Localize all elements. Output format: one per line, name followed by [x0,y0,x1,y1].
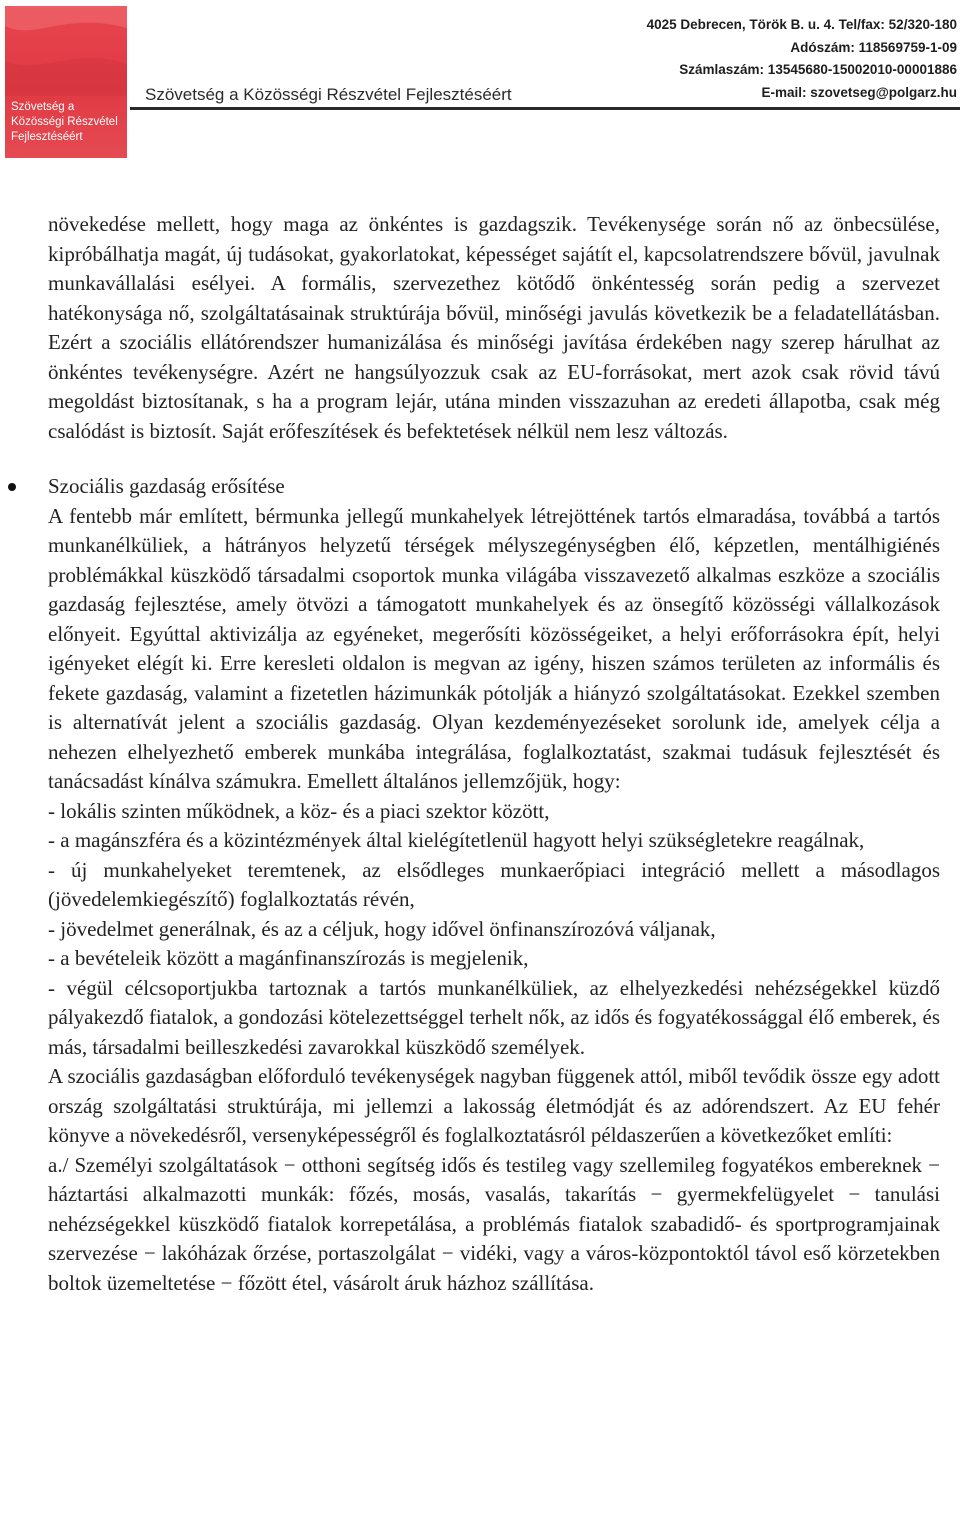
list-item: - jövedelmet generálnak, és az a céljuk, hogy idővel önfinanszírozóvá váljanak, [48,916,716,941]
final-paragraph: a./ Személyi szolgáltatások − otthoni segítség idős és testileg vagy szellemileg fogyatékos embereknek − háztartási alkalmazotti munkák: főzés, mosás, vasalás, takarítás − gyermekfelügyelet − tanulási nehézségekkel küszködő fiatalok korrepetálása, a problémás fiatalok szabadidő- és sportprogramjainak szervezése − lakóházak őrzése, portaszolgálat − vidéki, vagy a város-központoktól távol eső körzetekben boltok üzemeltetése − főzött étel, vásárolt áruk házhoz szállítása. [48,1152,940,1295]
list-item: - lokális szinten működnek, a köz- és a piaci szektor között, [48,798,550,823]
contact-address: 4025 Debrecen, Török B. u. 4. Tel/fax: 52/320-180 [646,17,957,32]
letterhead [0,0,960,165]
contact-tax-number: Adószám: 118569759-1-09 [790,39,957,55]
contact-bank-account: Számlaszám: 13545680-15002010-00001886 [679,62,957,77]
logo-text: Szövetség a Közösségi Részvétel Fejlesztéséért [11,101,118,143]
header-divider [130,107,960,110]
list-item: - végül célcsoportjukba tartoznak a tartós munkanélküliek, az elhelyezkedési nehézségekkel küzdő pályakezdő fiatalok, a gondozási kötelezettséggel terhelt nők, az idős és fogyatékossággal élő emberek, és más, társadalmi beilleszkedési zavarokkal küszködő személyek. [48,975,940,1059]
contact-block [647,14,957,104]
organization-logo [5,6,127,158]
section-social-economy [48,472,940,1298]
bullet-icon [8,483,16,491]
section-paragraph: A fentebb már említett, bérmunka jellegű munkahelyek létrejöttének tartós elmaradása, továbbá a tartós munkanélküliek, a hátrányos helyzetű térségek mélyszegénységben élő, képzetlen, mentálhigiénés problémákkal küszködő társadalmi csoportok munka világába visszavezető alkalmas eszköze a szociális gazdaság fejlesztése, amely ötvözi a támogatott munkahelyek és az önsegítő közösségi vállalkozások előnyeit. Egyúttal aktivizálja az egyéneket, megerősíti közösségeiket, a helyi erőforrásokra épít, helyi igényeket elégít ki. Erre keresleti oldalon is megvan az igény, hiszen számos területen az informális és fekete gazdaság, valamint a fizetetlen házimunkák pótolják a hiányzó szolgáltatásokat. Ezekkel szemben is alternatívát jelent a szociális gazdaság. Olyan kezdeményezéseket sorolunk ide, amelyek célja a nehezen elhelyezhető emberek munkába integrálása, foglalkoztatást, szakmai tudásuk fejlesztését és tanácsadást kínálva számukra. Emellett általános jellemzőjük, hogy: [48,503,940,793]
closing-paragraph: A szociális gazdaságban előforduló tevékenységek nagyban függenek attól, miből tevődik össze egy adott ország szolgáltatási struktúrája, mi jellemzi a lakosság életmódját és az adórendszert. Az EU fehér könyve a növekedésről, versenyképességről és foglalkoztatásról példaszerűen a következőket említi: [48,1064,940,1147]
document-body [48,210,940,1298]
intro-paragraph: növekedése mellett, hogy maga az önkéntes is gazdagszik. Tevékenysége során nő az önbecsülése, kipróbálhatja magát, új tudásokat, gyakorlatokat, képességet sajátít el, kapcsolatrendszere bővül, javulnak munkavállalási esélyei. A formális, szervezethez kötődő önkéntesség során pedig a szervezet hatékonysága nő, szolgáltatásainak struktúrája bővül, minőségi javulás következik be a feladatellátásban. Ezért a szociális ellátórendszer humanizálása és minőségi javítása érdekében nagy szerep hárulhat az önkéntes tevékenységre. Azért ne hangsúlyozzuk csak az EU-forrásokat, mert azok csak rövid távú megoldást biztosítanak, s ha a program lejár, utána minden visszazuhan az eredeti állapotba, csak még csalódást is biztosít. Saját erőfeszítések és befektetések nélkül nem lesz változás. [48,212,940,443]
list-item: - új munkahelyeket teremtenek, az elsődleges munkaerőpiaci integráció mellett a másodlagos (jövedelemkiegészítő) foglalkoztatás révén, [48,857,940,911]
list-item: - a bevételeik között a magánfinanszírozás is megjelenik, [48,946,529,970]
logo-wave-graphic [5,6,127,96]
list-item: - a magánszféra és a közintézmények által kielégítetlenül hagyott helyi szükségletekre reagálnak, [48,828,865,852]
organization-name: Szövetség a Közösségi Részvétel Fejlesztéséért [145,85,512,104]
section-title: Szociális gazdaság erősítése [48,474,285,498]
contact-email: E-mail: szovetseg@polgarz.hu [761,84,957,100]
